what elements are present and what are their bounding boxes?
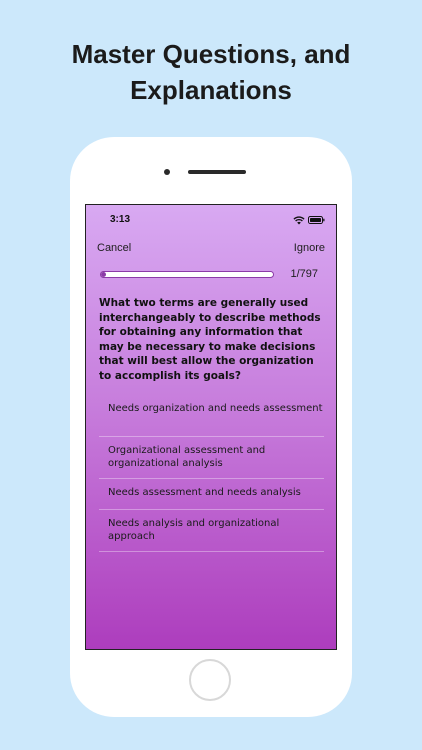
answer-option-4[interactable]: Needs analysis and organizational approach (99, 510, 324, 552)
home-button[interactable] (189, 659, 231, 701)
answer-option-2[interactable]: Organizational assessment and organizational analysis (99, 437, 324, 479)
front-camera (164, 169, 170, 175)
cancel-button[interactable]: Cancel (97, 242, 132, 254)
wifi-icon (293, 216, 305, 225)
app-screen (85, 204, 337, 650)
battery-icon (308, 216, 325, 224)
progress-counter: 1/797 (290, 268, 318, 280)
answer-option-1[interactable]: Needs organization and needs assessment (99, 396, 324, 437)
answer-options-list (99, 396, 324, 552)
answer-option-3[interactable]: Needs assessment and needs analysis (99, 479, 324, 510)
status-time: 3:13 (110, 214, 131, 225)
question-progress-bar (100, 271, 274, 278)
ignore-button[interactable]: Ignore (293, 242, 325, 254)
phone-frame (70, 137, 352, 717)
headline-line-2: Explanations (130, 75, 292, 105)
status-bar (86, 213, 336, 229)
question-text: What two terms are generally used interchangeably to describe methods for obtaining any information that may be necessary to make decisions that will best allow the organization to accomplish its goals? (99, 297, 321, 382)
progress-bar-fill (101, 272, 106, 277)
earpiece-speaker (188, 170, 246, 174)
marketing-headline (0, 36, 422, 108)
headline-line-1: Master Questions, and (71, 39, 351, 69)
